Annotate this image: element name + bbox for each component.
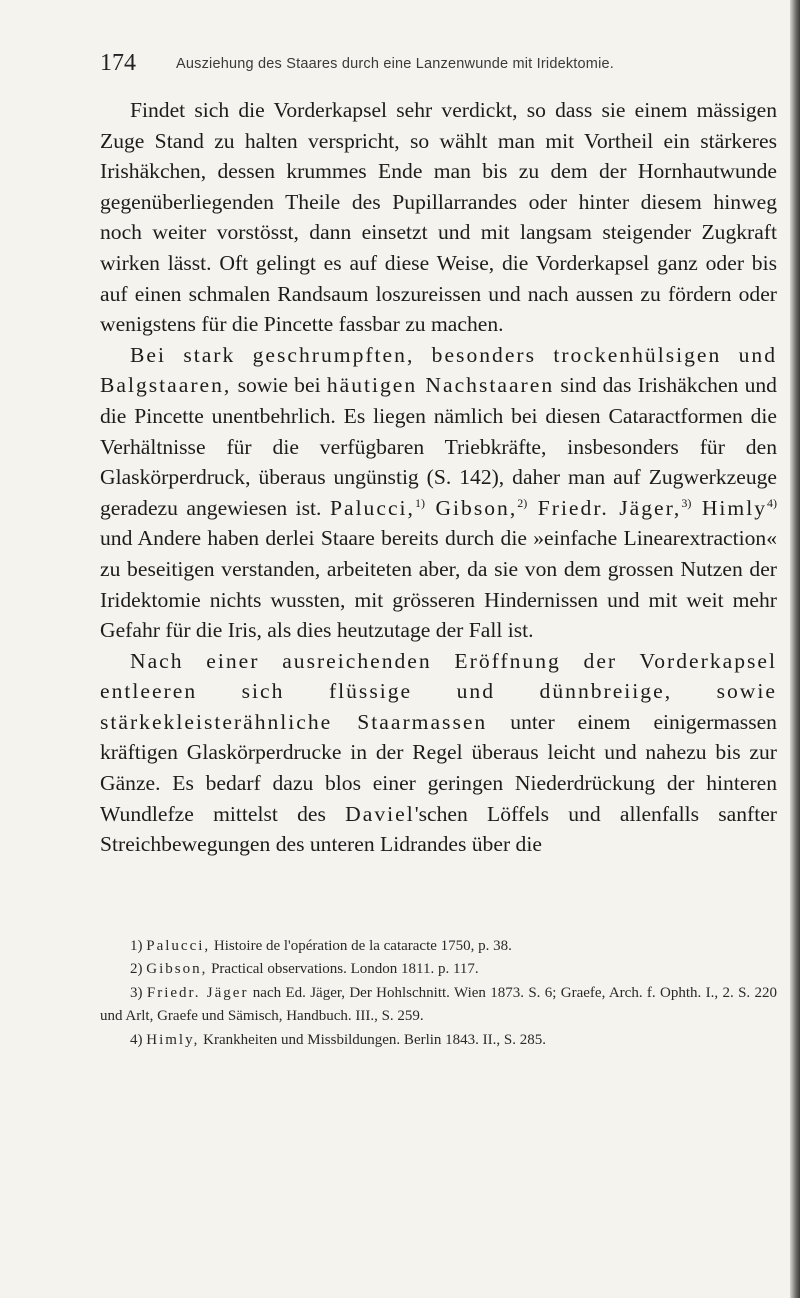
text-run: unter einem einigermassen kräftigen Glaskörperdrucke in der Regel überaus leicht und nahezu bis zur Gänze. Es bedarf dazu blos einer geringen Niederdrückung der hinteren Wundlefze mittelst des bbox=[100, 709, 777, 826]
author-name: Gibson, bbox=[424, 495, 518, 520]
footnote-author: Himly, bbox=[146, 1031, 200, 1048]
text-run: sowie bei bbox=[231, 373, 327, 398]
footnote-2 bbox=[100, 958, 777, 981]
footnote-mark: 3) bbox=[130, 984, 143, 1001]
text-run: sind das Irishäkchen und die Pincette unentbehrlich. Es liegen nämlich bei diesen Cataractformen die Verhältnisse für die verfügbaren Triebkräfte, insbesonders für den Glaskörperdruck, überaus ungünstig (S. 142), daher man auf Zugwerkzeuge geradezu angewiesen ist. bbox=[100, 373, 777, 520]
footnote-mark: 4) bbox=[130, 1031, 143, 1048]
paragraph-3 bbox=[100, 646, 777, 860]
page-edge-shadow bbox=[790, 0, 800, 1298]
page-header bbox=[100, 50, 780, 80]
text-run: und Andere haben derlei Staare bereits durch die »einfache Linearextraction« zu beseitigen verstanden, arbeiteten aber, da sie von dem grossen Nutzen der Iridektomie nichts wussten, mit grösseren Hindernissen und mit weit mehr Gefahr für die Iris, als dies heutzutage der Fall ist. bbox=[100, 526, 777, 643]
author-name: Friedr. Jäger, bbox=[527, 495, 682, 520]
footnote-3 bbox=[100, 982, 777, 1029]
footnotes bbox=[100, 935, 777, 1052]
footnote-1 bbox=[100, 935, 777, 958]
spaced-term: häutigen Nachstaaren bbox=[326, 373, 555, 398]
paragraph-2 bbox=[100, 340, 777, 646]
body-text bbox=[100, 95, 777, 860]
author-name: Daviel bbox=[345, 801, 415, 826]
paragraph-1: Findet sich die Vorderkapsel sehr verdickt, so dass sie einem mässigen Zuge Stand zu halten verspricht, so wählt man mit Vortheil ein stärkeres Irishäkchen, dessen krummes Ende man bis zu dem der Hornhautwunde gegenüberliegenden Theile des Pupillarrandes oder hinter diesem hinweg noch weiter vorstösst, dann einsetzt und mit langsam steigender Zugkraft wirken lässt. Oft gelingt es auf diese Weise, die Vorderkapsel ganz oder bis auf einen schmalen Randsaum loszureissen und nach aussen zu fördern oder wenigstens für die Pincette fassbar zu machen. bbox=[100, 98, 777, 337]
footnote-text: Krankheiten und Missbildungen. Berlin 1843. II., S. 285. bbox=[199, 1031, 547, 1048]
footnote-author: Friedr. Jäger bbox=[146, 984, 249, 1001]
running-head: Ausziehung des Staares durch eine Lanzenwunde mit Iridektomie. bbox=[176, 56, 614, 72]
footnote-mark: 1) bbox=[130, 938, 143, 954]
footnote-ref: 3) bbox=[681, 495, 692, 510]
footnote-author: Palucci, bbox=[146, 938, 211, 954]
author-name: Himly bbox=[691, 495, 768, 520]
footnote-text: Histoire de l'opération de la cataracte 1750, p. 38. bbox=[210, 938, 512, 954]
footnote-text: nach Ed. Jäger, Der Hohlschnitt. Wien 1873. S. 6; Graefe, Arch. f. Ophth. I., 2. S. 220 und Arlt, Graefe und Sämisch, Handbuch. III., S. 259. bbox=[100, 984, 778, 1025]
text-run: 'schen Löffels und allenfalls sanfter Streichbewegungen des unteren Lidrandes über die bbox=[100, 801, 777, 857]
footnote-ref: 1) bbox=[414, 495, 425, 510]
footnote-ref: 2) bbox=[517, 495, 528, 510]
page-number: 174 bbox=[100, 50, 136, 76]
spaced-term: Bei stark geschrumpften, besonders trockenhülsigen und Balgstaaren, bbox=[100, 342, 777, 398]
author-name: Palucci, bbox=[329, 495, 415, 520]
footnote-author: Gibson, bbox=[146, 961, 208, 978]
spaced-term: Nach einer ausreichenden Eröffnung der Vorderkapsel entleeren sich flüssige und dünnbreiige, sowie stärkekleisterähnliche Staarmassen bbox=[100, 648, 777, 734]
footnote-ref: 4) bbox=[767, 495, 778, 510]
footnote-4 bbox=[100, 1029, 777, 1052]
footnote-mark: 2) bbox=[130, 961, 143, 978]
footnote-text: Practical observations. London 1811. p. 117. bbox=[207, 961, 479, 978]
